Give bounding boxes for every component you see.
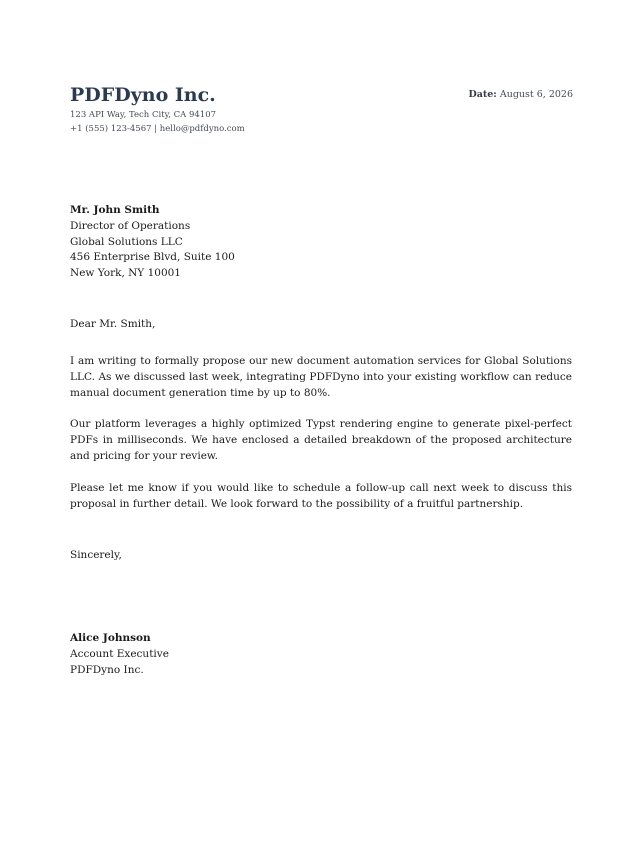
company-address: 123 API Way, Tech City, CA 94107 bbox=[70, 110, 217, 120]
recipient-address-block bbox=[70, 203, 235, 282]
signature-block bbox=[70, 631, 169, 678]
signer-name: Alice Johnson bbox=[70, 632, 151, 644]
salutation: Dear Mr. Smith, bbox=[70, 318, 156, 330]
date-value: August 6, 2026 bbox=[499, 89, 573, 100]
recipient-title: Director of Operations bbox=[70, 219, 191, 232]
recipient-street: 456 Enterprise Blvd, Suite 100 bbox=[70, 251, 235, 264]
company-name: PDFDyno Inc. bbox=[70, 84, 216, 106]
body-paragraph-1: I am writing to formally propose our new document automation services for Global Solutions LLC. As we discussed last week, integrating PDFDyno into your existing workflow can reduce manual document generation time by up to 80%. bbox=[70, 355, 572, 399]
date-block bbox=[468, 89, 573, 100]
recipient-city: New York, NY 10001 bbox=[70, 267, 181, 280]
body-paragraph-2: Our platform leverages a highly optimized Typst rendering engine to generate pixel-perfect PDFs in milliseconds. We have enclosed a detailed breakdown of the proposed architecture and pricing for your review. bbox=[70, 418, 572, 462]
closing: Sincerely, bbox=[70, 549, 122, 561]
company-contact: +1 (555) 123-4567 | hello@pdfdyno.com bbox=[70, 124, 245, 134]
recipient-name: Mr. John Smith bbox=[70, 204, 160, 216]
body-paragraph-3: Please let me know if you would like to schedule a follow-up call next week to discuss this proposal in further detail. We look forward to the possibility of a fruitful partnership. bbox=[70, 482, 572, 510]
signer-title: Account Executive bbox=[70, 647, 169, 660]
date-label: Date: bbox=[468, 89, 497, 100]
signer-company: PDFDyno Inc. bbox=[70, 663, 144, 676]
recipient-company: Global Solutions LLC bbox=[70, 235, 183, 248]
